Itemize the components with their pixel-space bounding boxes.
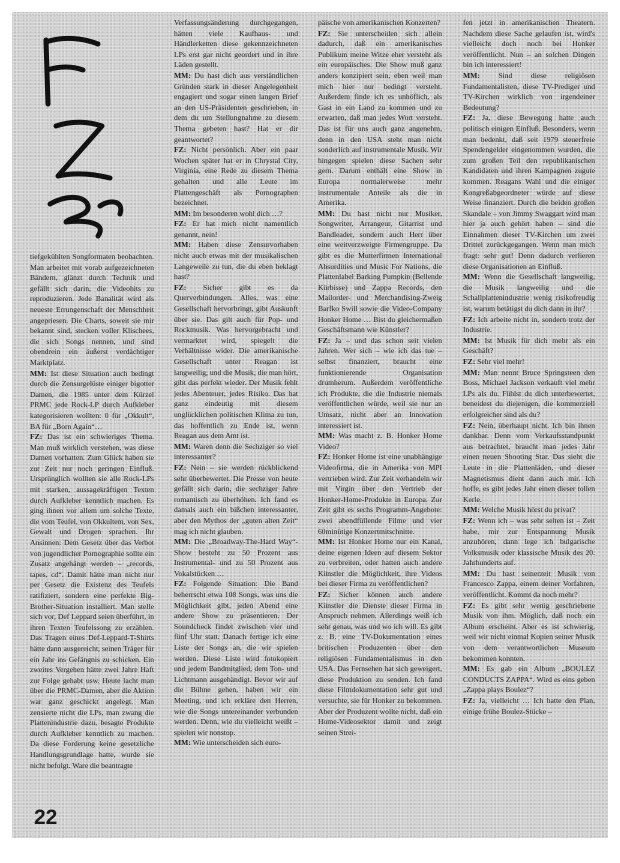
speaker-label: MM: (463, 335, 480, 345)
speaker-label: FZ: (463, 600, 476, 610)
paragraph: FZ: Folgende Situation: Die Band beherrscht etwa 108 Songs, was uns die Möglichkeit gibt, jeden Abend eine andere Show zu präsentieren. Der Soundcheck findet zwischen vier und fünf Uhr statt. Danach fertige ich eine Liste der Songs an, die wir spielen werden. Diese Liste wird fotokopiert und jedem Bandmitglied, dem Ton- und Lichtmann ausgehändigt. Bevor wir auf die Bühne gehen, haben wir ein Meeting, und ich erkläre den Herren, wie die Songs untereinander verbunden werden. Denn, wie du vielleicht weißt – spielen wir nonstop. (174, 579, 298, 737)
speaker-label: MM: (463, 664, 480, 674)
speaker-label: MM: (174, 208, 191, 218)
speaker-label: MM: (30, 368, 47, 378)
speaker-label: FZ: (174, 462, 187, 472)
speaker-label: FZ: (463, 696, 476, 705)
speaker-label: MM: (463, 272, 480, 282)
paragraph: FZ: Ja, vielleicht … Ich hatte den Plan, einige frühe Boulez-Stücke – (463, 696, 595, 716)
paragraph: FZ: Sie unterscheiden sich allein dadurch, daß ein amerikanisches Publikum meine Witze eher versteht als ein europäisches. Die Show muß ganz anders konzipiert sein, eben weil man mich hier nur bedingt versteht. Außerdem finde ich es unhöflich, als Gast in ein Land zu kommen und zu erwarten, daß man jedes Wort versteht. Das ist für uns auch ganz angenehm, denn in den USA steht man nicht sonderlich auf instrumentale Musik. Wir hingegen spielen diese Sachen sehr gern. Darum enthält eine Show in Europa normalerweise mehr instrumentale Anteile als die in Amerika. (318, 28, 442, 208)
speaker-label: FZ: (174, 282, 187, 292)
speaker-label: FZ: (174, 219, 187, 229)
speaker-label: FZ: (318, 590, 331, 600)
paragraph: MM: Ist diese Situation auch bedingt durch die Zensurgelüste einiger bigotter Damen, die 1985 unter dem Kürzel PRMC jede Rock-LP durch Aufkleber kategorisieren wollten: 0 für „Okkult“, BA für „Born Again“… (30, 368, 154, 431)
paragraph: FZ: Das ist ein schwieriges Thema. Man muß wirklich verstehen, was diese Damen vorhatten. Zum Glück haben sie zur Zeit nur noch geringen Einfluß. Ursprünglich wollten sie alle Rock-LPs mit starken, aussagekräftigen Texten durch Aufkleber kenntlich machen. Es ging ihnen vor allem um solche Texte, die vom Teufel, von Okkultem, von Sex, Gewalt und Drogen sprachen. Ihr Ansinnen: Dem Gesetz über das Verbot von jugendlicher Pornographie sollte ein Zusatz angehängt werden – „records, tapes, cd“. Damit hätte man nicht nur per Gesetz die Existenz des Teufels ratifiziert, sondern eine perfekte Big-Brother-Situation installiert. Man stelle sich vor, Def Leppard seien überführt, in ihren Texten Teufelssong zu erzählen. Das Tragen eines Def-Leppard-T-Shirts hätte dann ausgereicht, seinen Träger für ein Jahr ins Gefängnis zu schicken. Ein zweites Vergehen hätte zwei Jahre Haft zur Folge gehabt usw. Heute lacht man über die PRMC-Damen, aber die Aktion war ganz geschickt angelegt. Man zensierte nicht die LPs, man zwang die Plattenindustrie dazu, besagte Produkte durch Aufkleber kenntlich zu machen. Da diese Forderung keine gesetzliche Handlungsgrundlage hatte, wurde sie nicht befolgt. Ware die beantragte (30, 432, 154, 770)
speaker-label: MM: (463, 70, 480, 80)
paragraph: MM: Ist Honker Home nur ein Kanal, deine eigenen Ideen auf diesem Sektor zu verbreiten, oder hatten auch andere Künstler die Möglichkeit, ihre Videos bei dieser Firma zu veröffentlichen? (318, 537, 442, 589)
speaker-label: FZ: (174, 145, 187, 155)
speaker-label: MM: (318, 431, 335, 441)
paragraph: FZ: Honker Home ist eine unabhängige Videofirma, die in Amerika von MPI vertrieben wird. Zur Zeit verhandeln wir mit Virgin über den Vertrieb der Honker-Home-Produkte in Europa. Zur Zeit gibt es sechs Programm-Angebote: zwei abendfüllende Filme und vier 60minütige Konzertmitschnitte. (318, 452, 442, 536)
speaker-label: MM: (174, 441, 191, 451)
paragraph: MM: Du hast dich aus verständlichen Gründen stark in dieser Angelegenheit engagiert und sogar einen langen Brief an den US-Präsidenten geschrieben, in dem du um Stellungnahme zu diesem Thema gebeten hast? Hat er dir geantwortet? (174, 70, 298, 144)
paragraph: MM: Die „Broadway-The-Hard Way“-Show besteht zu 50 Prozent aus Instrumental- und zu 50 Prozent aus Vokalstücken … (174, 537, 298, 578)
paragraph: MM: Es gab ein Album „BOULEZ CONDUCTS ZAPPA“. Wird es eins geben „Zappa plays Boulez“? (463, 664, 595, 695)
paragraph: FZ: Nein – sie werden rückblickend sehr überbewertet. Die Presse von heute gefällt sich darin, die sechziger Jahre romantisch zu überhöhen. Ich fand es damals auch ein bißchen interessanter, aber den Mythos der „guten alten Zeit“ mag ich nicht glauben. (174, 462, 298, 536)
paragraph: FZ: Sehr viel mehr! (463, 357, 525, 366)
speaker-label: MM: (463, 505, 480, 515)
paragraph: fen jetzt in amerikanischen Theatern. Nachdem diese Sache gelaufen ist, wird's vielleicht doch noch bei Honker veröffentlicht. Nun – an solchen Dingen bin ich interessiert! (463, 18, 595, 70)
paragraph: FZ: Ja – und das schon seit vielen Jahren. Wer sich – wie ich das tue – selbst finanziert, braucht eine funktionierende Organisation drumherum. Außerdem veröffentliche ich Produkte, die die Industrie niemals veröffentlichen würde, weil sie nur an Umsatz, nicht aber an Innovation interessiert ist. (318, 335, 442, 430)
speaker-label: MM: (174, 240, 191, 250)
paragraph: MM: Haben diese Zensurvorhaben nicht auch etwas mit der musikalischen Langeweile zu tun, die du eben beklagt hast? (174, 240, 298, 282)
paragraph: FZ: Es gibt sehr wenig geschriebene Musik von ihm. Möglich, daß noch ein Album erscheint. Aber es ist schwierig, weil wir nicht einmal Kopien seiner Musik von dem verantwortlichen Museum bekommen konnten. (463, 600, 595, 663)
speaker-label: MM: (318, 208, 335, 218)
paragraph: MM: Du hast seinerzeit Musik von Francesco Zappa, einem deiner Vorfahren, veröffentlicht. Kommt da noch mehr? (463, 568, 595, 600)
paragraph: FZ: Er hat mich nicht namentlich genannt, nein! (174, 219, 298, 239)
paragraph: MM: Man nennt Bruce Springsteen den Boss, Michael Jackson verkauft viel mehr LPs als du. Fühlst du dich unterbewertet, beneidest du diejenigen, die kommerziell erfolgreicher sind als du? (463, 367, 595, 419)
speaker-label: MM: (174, 70, 191, 80)
speaker-label: FZ: (30, 432, 43, 442)
paragraph: MM: Welche Musik hörst du privat? (463, 505, 576, 515)
speaker-label: FZ: (463, 357, 476, 366)
paragraph: FZ: Ja, diese Bewegung hatte auch politisch einigen Einfluß. Besonders, wenn man bedenkt, daß seit 1979 steuerfreie Spendengelder eingenommen wurden, die zum großen Teil den republikanischen Kandidaten und ihren Kampagnen zugute kommen. Reagans Wahl und die einiger Kongreßabgeordneter würde auf diese Weise finanziert. Durch die beiden großen Skandale – von Jimmy Swaggart wird man hier ja auch gehört haben – sind die Einnahmen dieser TV-Kirchen um zwei Drittel zurückgegangen. Wenn man mich fragt: sehr gut! Denn dadurch verlieren diese Organisationen an Einfluß. (463, 113, 595, 271)
speaker-label: MM: (174, 738, 191, 748)
fz-logo-icon (28, 26, 138, 246)
paragraph: FZ: Nicht persönlich. Aber ein paar Wochen später hat er in Chrystal City, Virginia, eine Rede zu diesem Thema gehalten und alle Leute im Plattengeschäft als Pornographen bezeichnet. (174, 145, 298, 208)
paragraph: Verfassungsänderung durchgegangen, hätten viele Kaufhaus- und Händlerketten diese gekennzeichneten LPs erst gar nicht geordert und in ihre Läden gestellt. (174, 18, 298, 70)
paragraph: MM: Waren denn die Sechziger so viel interessanter? (174, 441, 298, 462)
paragraph: FZ: Nein, überhaupt nicht. Ich bin ihnen dankbar. Denn vom Verkaufsstandpunkt aus betrachtet, braucht man jedes Jahr einen neuen Shooting Star. Das sieht die Leute in die Plattenläden, und dieser Magnetismus dient dann auch mir. Ich hoffe, es gibt jedes Jahr einen dieser tollen Kerle. (463, 420, 595, 504)
text-column-4 (463, 18, 595, 818)
paragraph: MM: Sind diese religiösen Fundamentalisten, diese TV-Prediger und TV-Kirchen wirklich von irgendeiner Bedeutung? (463, 70, 595, 112)
speaker-label: MM: (318, 537, 335, 547)
paragraph: MM: Wie unterscheiden sich euro- (174, 738, 282, 748)
paragraph: FZ: Ich arbeite nicht in, sondern trotz der Industrie. (463, 314, 595, 335)
speaker-label: FZ: (318, 335, 331, 345)
paragraph: MM: Wenn die Gesellschaft langweilig, die Musik langweilig und die Schallplattenindustrie wenig risikofreudig ist, warum betätigst du dich dann in ihr? (463, 272, 595, 314)
page-number: 22 (34, 806, 58, 829)
paragraph: FZ: Sicher können auch andere Künstler die Dienste dieser Firma in Anspruch nehmen. Allerdings weiß ich sehr genau, was und wo ich will. Es gibt z. B. eine TV-Dokumentation eines britischen Produzenten über den religiösen Fundamentalismus in den USA. Das Fernsehen hat sich geweigert, diese Produktion zu senden. Ich fand diese Filmdokumentation sehr gut und versuchte, sie für Honker zu bekommen. Aber der Produzent wollte nicht, daß ein Home-Videosektor damit und zeigt seinen Strei- (318, 590, 442, 737)
paragraph: päische von amerikanischen Konzerten? (318, 18, 441, 27)
speaker-label: MM: (463, 568, 480, 578)
text-column-1 (30, 252, 154, 818)
speaker-label: MM: (174, 537, 191, 547)
speaker-label: MM: (463, 367, 480, 377)
text-column-2 (174, 18, 298, 818)
speaker-label: FZ: (463, 515, 476, 525)
paragraph: FZ: Sicher gibt es da Querverbindungen. Alles, was eine Gesellschaft hervorbringt, gibt Auskunft über sie. Das gilt auch für Pop- und Rockmusik. Was hervorgebracht und vermarktet wird, spiegelt die Verhältnisse wider. Die amerikanische Gesellschaft unter Reagan ist langweilig, und die Musik, die man hört, gibt das perfekt wieder. Der Musik fehlt jedes Abenteuer, jedes Risiko. Das hat ganz eindeutig mit diesem unglücklichen politischen Klima zu tun, das hoffentlich zu Ende ist, wenn Reagan aus dem Amt ist. (174, 282, 298, 441)
speaker-label: FZ: (174, 579, 187, 589)
paragraph: MM: Im besonderen wohl dich …? (174, 208, 283, 218)
paragraph: MM: Ist Musik für dich mehr als ein Geschäft? (463, 335, 595, 356)
paragraph: MM: Was macht z. B. Honker Home Video? (318, 431, 442, 451)
speaker-label: FZ: (463, 314, 476, 324)
paragraph: FZ: Wenn ich – was sehr selten ist – Zeit habe, mir zur Entspannung Musik anzuhören, dann lege ich bulgarische Volksmusik oder klassische Musik des 20. Jahrhunderts auf. (463, 515, 595, 568)
speaker-label: FZ: (463, 113, 476, 123)
speaker-label: FZ: (318, 452, 331, 462)
paragraph: MM: Du hast nicht nur Musiker, Songwriter, Arrangeur, Gitarrist und Bandleader, sondern auch Herr über eine weitverzweigte Firmengruppe. Da gibt es die Mutterfirmen International Absurdities und Music For Nations, die Plattenlabel Barking Pumpkin (Bellende Kürbisse) und Zappa Records, den Mailorder- und Merchandising-Zweig Barfko Swill sowie die Video-Company Honker Home … Bist du gleichermaßen Geschäftsmann wie Künstler? (318, 208, 442, 335)
speaker-label: FZ: (318, 28, 331, 38)
magazine-page (12, 12, 608, 838)
speaker-label: FZ: (463, 420, 476, 430)
text-column-3 (318, 18, 442, 818)
paragraph: tiefgekühlten Songformaten beobachten. Man arbeitet mit vorab aufgezeichneten Bändern, glänzt durch Technik und gefällt sich darin, die Videohits zu reproduzieren. Jede Banalität wird als neueste Errungenschaft der Menschheit angepriesen. Die Charts, soweit sie mir bekannt sind, stecken voller Klischees, die sich Songs nennen, und sind obendrein ein äußerst verdächtiger Marktplatz. (30, 252, 154, 367)
